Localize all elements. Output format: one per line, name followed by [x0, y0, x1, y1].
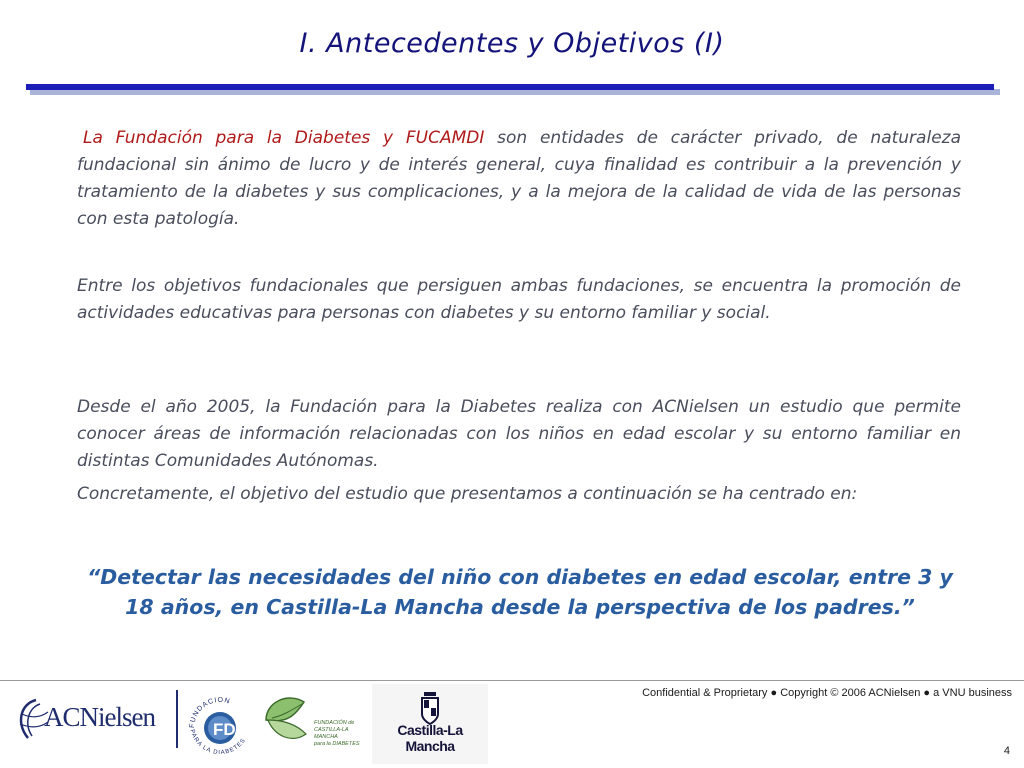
paragraph-study-history: Desde el año 2005, la Fundación para la Diabetes realiza con ACNielsen un estudio que permite conocer áreas de información relacionadas con los niños en edad escolar y su entorno familiar en distintas Comunidades Autónomas. [77, 397, 961, 471]
foundation-names-highlight: La Fundación para la Diabetes y FUCAMDI [83, 128, 485, 148]
fundacion-arc-bottom-text: PARA LA DIABETES [188, 728, 248, 757]
fucamdi-logo [258, 684, 368, 764]
acnielsen-wordmark: ACNielsen [44, 702, 155, 732]
paragraph-intro-text: son entidades de carácter privado, de naturaleza fundacional sin ánimo de lucro y de interés general, cuya finalidad es contribuir a la prevención y tratamiento de la diabetes y sus complicaciones, y a la mejora de la calidad de vida de las personas con esta patología. [77, 128, 961, 229]
fundacion-diabetes-logo [180, 684, 260, 764]
logo-divider [176, 690, 178, 748]
paragraph-intro [77, 125, 961, 233]
acnielsen-logo [14, 694, 164, 744]
castilla-wordmark: Castilla-La Mancha [397, 722, 463, 754]
footer-divider-line [0, 680, 1024, 681]
fucamdi-line-1: FUNDACIÓN de [314, 720, 355, 726]
svg-text:FD: FD [213, 720, 236, 739]
paragraph-study-objective: Concretamente, el objetivo del estudio que presentamos a continuación se ha centrado en: [77, 484, 858, 504]
title-rule [26, 84, 994, 90]
fucamdi-line-2: CASTILLA-LA MANCHA [314, 727, 349, 740]
page-number: 4 [1003, 745, 1010, 757]
study-objective-quote: “Detectar las necesidades del niño con diabetes en edad escolar, entre 3 y 18 años, en Castilla-La Mancha desde la perspectiva de los padres.” [87, 565, 953, 619]
fundacion-diabetes-emblem-icon [180, 684, 260, 764]
fundacion-arc-top-text: FUNDACION [188, 696, 232, 729]
fucamdi-line-3: para la DIABETES [314, 741, 360, 747]
paragraph-objectives: Entre los objetivos fundacionales que persiguen ambas fundaciones, se encuentra la promoción de actividades educativas para personas con diabetes y su entorno familiar y social. [77, 276, 961, 323]
confidential-notice: Confidential & Proprietary ● Copyright © 2006 ACNielsen ● a VNU business [642, 687, 1012, 699]
castilla-la-mancha-logo [372, 684, 488, 764]
slide-title: I. Antecedentes y Objetivos (I) [299, 28, 725, 59]
